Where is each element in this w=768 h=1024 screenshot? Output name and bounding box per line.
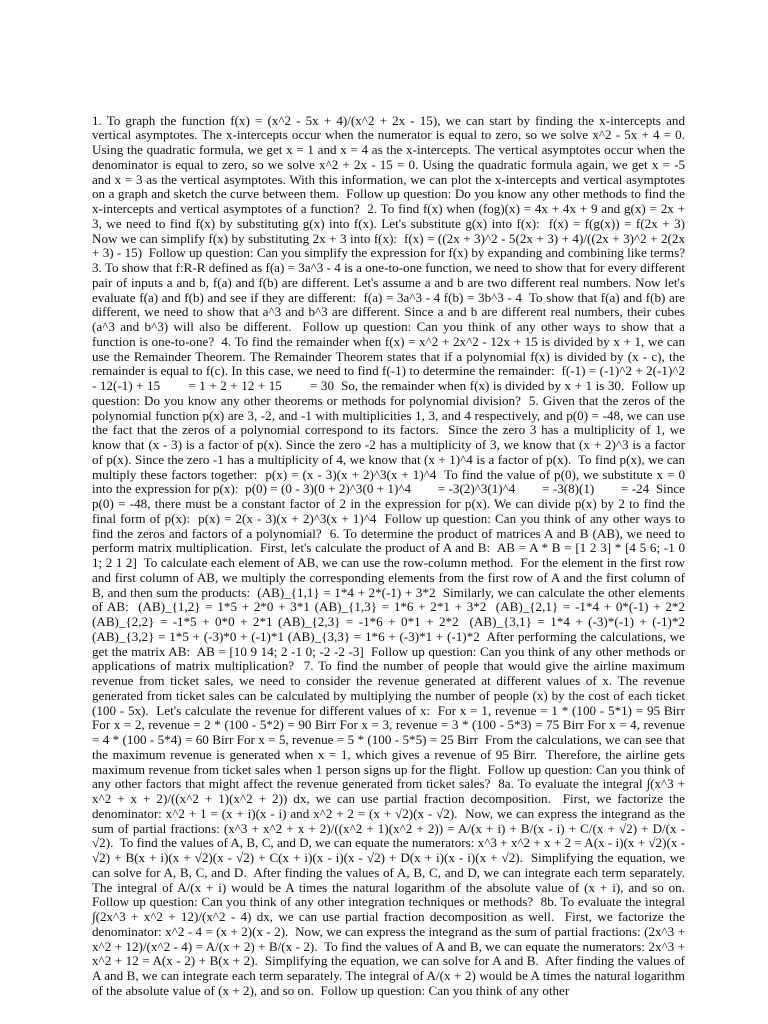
body-text: 1. To graph the function f(x) = (x^2 - 5x + 4)/(x^2 + 2x - 15), we can start by finding the x-intercepts and vertical asymptotes. The x-intercepts occur when the numerator is equal to zero, so we solve x^2 - 5x + 4 = 0. Using the quadratic formula, we get x = 1 and x = 4 as the x-intercepts. The vertical asymptotes occur when the denominator is equal to zero, so we solve x^2 + 2x - 15 = 0. Using the quadratic formula again, we get x = -5 and x = 3 as the vertical asymptotes. With this information, we can plot the x-intercepts and vertical asymptotes on a graph and sketch the curve between them. Follow up question: Do you know any other methods to find the x-intercepts and vertical asymptotes of a function? 2. To find f(x) when (fog)(x) = 4x + 4x + 9 and g(x) = 2x + 3, we need to find f(x) by substituting g(x) into f(x). Let's substitute g(x) into f(x): f(x) = f(g(x)) = f(2x + 3) Now we can simplify f(x) by substituting 2x + 3 into f(x): f(x) = ((2x + 3)^2 - 5(2x + 3) + 4)/((2x + 3)^2 + 2(2x + 3) - 15) Follow up question: Can you simplify the expression for f(x) by expanding and combining like terms? 3. To show that f:R-R defined as f(a) = 3a^3 - 4 is a one-to-one function, we need to show that for every different pair of inputs a and b, f(a) and f(b) are different. Let's assume a and b are two different real numbers. Now let's evaluate f(a) and f(b) and see if they are different: f(a) = 3a^3 - 4 f(b) = 3b^3 - 4 To show that f(a) and f(b) are different, we need to show that a^3 and b^3 are different. Since a and b are different real numbers, their cubes (a^3 and b^3) will also be different. Follow up question: Can you think of any other ways to show that a function is one-to-one? 4. To find the remainder when f(x) = x^2 + 2x^2 - 12x + 15 is divided by x + 1, we can use the Remainder Theorem. The Remainder Theorem states that if a polynomial f(x) is divided by (x - c), the remainder is equal to f(c). In this case, we need to find f(-1) to determine the remainder: f(-1) = (-1)^2 + 2(-1)^2 - 12(-1) + 15 = 1 + 2 + 12 + 15 = 30 So, the remainder when f(x) is divided by x + 1 is 30. Follow up question: Do you know any other theorems or methods for polynomial division? 5. Given that the zeros of the polynomial function p(x) are 3, -2, and -1 with multiplicities 1, 3, and 4 respectively, and p(0) = -48, we can use the fact that the zeros of a polynomial correspond to its factors. Since the zero 3 has a multiplicity of 1, we know that (x - 3) is a factor of p(x). Since the zero -2 has a multiplicity of 3, we know that (x + 2)^3 is a factor of p(x). Since the zero -1 has a multiplicity of 4, we know that (x + 1)^4 is a factor of p(x). To find p(x), we can multiply these factors together: p(x) = (x - 3)(x + 2)^3(x + 1)^4 To find the value of p(0), we substitute x = 0 into the expression for p(x): p(0) = (0 - 3)(0 + 2)^3(0 + 1)^4 = -3(2)^3(1)^4 = -3(8)(1) = -24 Since p(0) = -48, there must be a constant factor of 2 in the expression for p(x). We can divide p(x) by 2 to find the final form of p(x): p(x) = 2(x - 3)(x + 2)^3(x + 1)^4 Follow up question: Can you think of any other ways to find the zeros and factors of a polynomial? 6. To determine the product of matrices A and B (AB), we need to perform matrix multiplication. First, let's calculate the product of A and B: AB = A * B = [1 2 3] * [4 5 6; -1 0 1; 2 1 2] To calculate each element of AB, we can use the row-column method. For the element in the first row and first column of AB, we multiply the corresponding elements from the first row of A and the first column of B, and then sum the products: (AB)_{1,1} = 1*4 + 2*(-1) + 3*2 Similarly, we can calculate the other elements of AB: (AB)_{1,2} = 1*5 + 2*0 + 3*1 (AB)_{1,3} = 1*6 + 2*1 + 3*2 (AB)_{2,1} = -1*4 + 0*(-1) + 2*2 (AB)_{2,2} = -1*5 + 0*0 + 2*1 (AB)_{2,3} = -1*6 + 0*1 + 2*2 (AB)_{3,1} = 1*4 + (-3)*(-1) + (-1)*2 (AB)_{3,2} = 1*5 + (-3)*0 + (-1)*1 (AB)_{3,3} = 1*6 + (-3)*1 + (-1)*2 After performing the calculations, we get the matrix AB: AB = [10 9 14; 2 -1 0; -2 -2 -3] Follow up question: Can you think of any other methods or applications of matrix multiplication? 7. To find the number of people that would give the airline maximum revenue from ticket sales, we need to consider the revenue generated at different values of x. The revenue generated from ticket sales can be calculated by multiplying the number of people (x) by the cost of each ticket (100 - 5x). Let's calculate the revenue for different values of x: For x = 1, revenue = 1 * (100 - 5*1) = 95 Birr For x = 2, revenue = 2 * (100 - 5*2) = 90 Birr For x = 3, revenue = 3 * (100 - 5*3) = 75 Birr For x = 4, revenue = 4 * (100 - 5*4) = 60 Birr For x = 5, revenue = 5 * (100 - 5*5) = 25 Birr From the calculations, we can see that the maximum revenue is generated when x = 1, which gives a revenue of 95 Birr. Therefore, the airline gets maximum revenue from ticket sales when 1 person signs up for the flight. Follow up question: Can you think of any other factors that might affect the revenue generated from ticket sales? 8a. To evaluate the integral ∫(x^3 + x^2 + x + 2)/((x^2 + 1)(x^2 + 2)) dx, we can use partial fraction decomposition. First, we factorize the denominator: x^2 + 1 = (x + i)(x - i) and x^2 + 2 = (x + √2)(x - √2). Now, we can express the integrand as the sum of partial fractions: (x^3 + x^2 + x + 2)/((x^2 + 1)(x^2 + 2)) = A/(x + i) + B/(x - i) + C/(x + √2) + D/(x - √2). To find the values of A, B, C, and D, we can equate the numerators: x^3 + x^2 + x + 2 = A(x - i)(x + √2)(x - √2) + B(x + i)(x + √2)(x - √2) + C(x + i)(x - i)(x - √2) + D(x + i)(x - i)(x + √2). Simplifying the equation, we can solve for A, B, C, and D. After finding the values of A, B, C, and D, we can integrate each term separately. The integral of A/(x + i) would be A times the natural logarithm of the absolute value of (x + i), and so on. Follow up question: Can you think of any other integration techniques or methods? 8b. To evaluate the integral ∫(2x^3 + x^2 + 12)/(x^2 - 4) dx, we can use partial fraction decomposition as well. First, we factorize the denominator: x^2 - 4 = (x + 2)(x - 2). Now, we can express the integrand as the sum of partial fractions: (2x^3 + x^2 + 12)/(x^2 - 4) = A/(x + 2) + B/(x - 2). To find the values of A and B, we can equate the numerators: 2x^3 + x^2 + 12 = A(x - 2) + B(x + 2). Simplifying the equation, we can solve for A and B. After finding the values of A and B, we can integrate each term separately. The integral of A/(x + 2) would be A times the natural logarithm of the absolute value of (x + 2), and so on. Follow up question: Can you think of any other xyxy=(92,112,692,998)
document-page xyxy=(92,84,692,1013)
